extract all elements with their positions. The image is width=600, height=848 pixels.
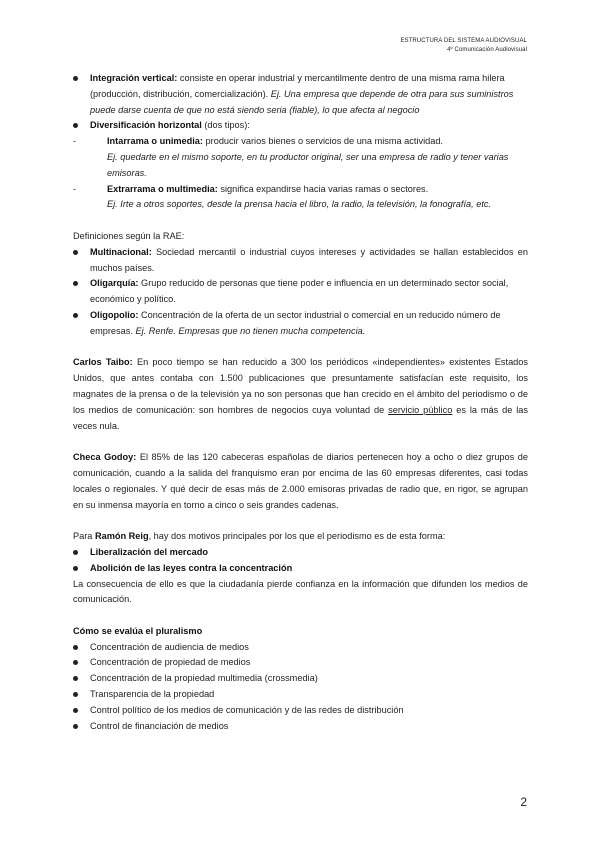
bullet-icon <box>73 250 78 255</box>
rae-item-oligopolio <box>73 308 528 340</box>
list-item: Control de financiación de medios <box>73 719 528 735</box>
bullet-icon <box>73 708 78 713</box>
list-item: Concentración de la propiedad multimedia (crossmedia) <box>73 671 528 687</box>
underlined-phrase: servicio público <box>388 404 453 415</box>
header-course-subtitle: 4º Comunicación Audiovisual <box>447 47 527 53</box>
term: Diversificación horizontal <box>90 120 202 131</box>
quote-text: El 85% de las 120 cabeceras españolas de diarios pertenecen hoy a ocho o diez grupos de comunicación, cuando a la salida del franquismo eran por encima de las 60 empresas diferentes, casi todas locales o regionales. Y qué decir de esas más de 2.000 emisoras privadas de radio que, en rigor, se agrupan en su inmensa mayoría en torno a cinco o seis grandes cadenas. <box>73 452 529 510</box>
reig-item-abolicion <box>73 561 528 577</box>
quote-text: En poco tiempo se han reducido a 300 los periódicos «independientes» existentes Estados Unidos, que antes contaba con 1.500 publicaciones que presuntamente satisfacían este requisito, los magnates de la prensa o de la televisión ya no son personas que han crecido en el ámbito del periodismo o de los medios de comunicación: son hombres de negocios cuya voluntad de <box>73 357 528 415</box>
dash-marker: - <box>73 136 77 147</box>
page-content <box>73 71 528 734</box>
rae-item-multinacional <box>73 245 528 277</box>
list-item-vertical-integration <box>73 71 528 118</box>
author-name: Carlos Taibo: <box>73 357 133 368</box>
term: Integración vertical: <box>90 73 178 83</box>
bullet-icon <box>73 313 78 318</box>
example: Ej. Irte a otros soportes, desde la prensa hacia el libro, la radio, la televisión, la fonografía, etc. <box>107 199 492 210</box>
rae-item-oligarquia <box>73 276 528 308</box>
reig-item-label: Liberalización del mercado <box>90 546 208 557</box>
list-item: Control político de los medios de comunicación y de las redes de distribución <box>73 703 528 719</box>
author-name: Checa Godoy: <box>73 452 137 463</box>
bullet-icon <box>73 123 78 128</box>
term: Oligarquía: <box>90 278 139 289</box>
bullet-icon <box>73 550 78 555</box>
page-header <box>400 37 527 55</box>
list-item: Concentración de propiedad de medios <box>73 655 528 671</box>
header-course-title: ESTRUCTURA DEL SISTEMA AUDIOVISUAL <box>400 38 527 44</box>
definition: consiste en operar industrial y mercantilmente dentro de una misma rama hilera (producción, distribución, comercialización). <box>90 73 505 99</box>
quote-carlos-taibo <box>73 355 528 434</box>
list-item: Concentración de audiencia de medios <box>73 640 528 656</box>
list-item: Transparencia de la propiedad <box>73 687 528 703</box>
sublist-item-intrarrama <box>73 134 528 150</box>
definition: producir varios bienes o servicios de una misma actividad. <box>202 136 443 147</box>
definition: Sociedad mercantil o industrial cuyos intereses y actividades se hallan establecidos en muchos países. <box>90 246 528 273</box>
term: Oligopolio: <box>90 309 139 320</box>
reig-conclusion: La consecuencia de ello es que la ciudadanía pierde confianza en la información que difunden los medios de comunicación. <box>73 578 528 605</box>
bullet-icon <box>73 76 78 81</box>
section-heading-pluralism: Cómo se evalúa el pluralismo <box>73 625 203 636</box>
dash-marker: - <box>73 183 77 194</box>
definition: Grupo reducido de personas que tiene poder e influencia en un determinado sector social, económico y político. <box>90 278 509 305</box>
quote-checa-godoy <box>73 450 528 513</box>
bullet-icon <box>73 692 78 697</box>
reig-intro: Para Ramón Reig, hay dos motivos principales por los que el periodismo es de esta forma: <box>73 531 446 542</box>
quote-tail: es la más de las veces nula. <box>73 404 528 431</box>
bullet-icon <box>73 281 78 286</box>
bullet-icon <box>73 660 78 665</box>
example-intrarrama <box>73 150 528 182</box>
example: Ej. Una empresa que depende de otra para sus suministros puede darse cuenta de que no está siendo seria (fiable), lo que afecta al negocio <box>90 88 514 115</box>
term: Intarrama o unimedia: <box>107 136 203 147</box>
definition: Concentración de la oferta de un sector industrial o comercial en un reducido número de empresas. <box>90 309 501 336</box>
bullet-icon <box>73 724 78 729</box>
list-item-horizontal-diversification <box>73 118 528 134</box>
reig-item-label: Abolición de las leyes contra la concentración <box>90 562 293 573</box>
author-name: Ramón Reig <box>94 531 149 542</box>
example-extrarrama <box>73 197 528 213</box>
rae-intro: Definiciones según la RAE: <box>73 230 185 241</box>
example: Ej. Renfe. Empresas que no tienen mucha competencia. <box>135 325 366 336</box>
bullet-icon <box>73 566 78 571</box>
term: Extrarrama o multimedia: <box>107 183 218 194</box>
definition: significa expandirse hacia varias ramas o sectores. <box>217 183 429 194</box>
term: Multinacional: <box>90 246 152 257</box>
reig-item-liberalizacion <box>73 545 528 561</box>
example: Ej. quedarte en el mismo soporte, en tu productor original, ser una empresa de radio y tener varias emisoras. <box>107 151 509 178</box>
bullet-icon <box>73 676 78 681</box>
definition: (dos tipos): <box>201 120 250 131</box>
page-number: 2 <box>520 795 527 809</box>
bullet-icon <box>73 645 78 650</box>
sublist-item-extrarrama <box>73 182 528 198</box>
